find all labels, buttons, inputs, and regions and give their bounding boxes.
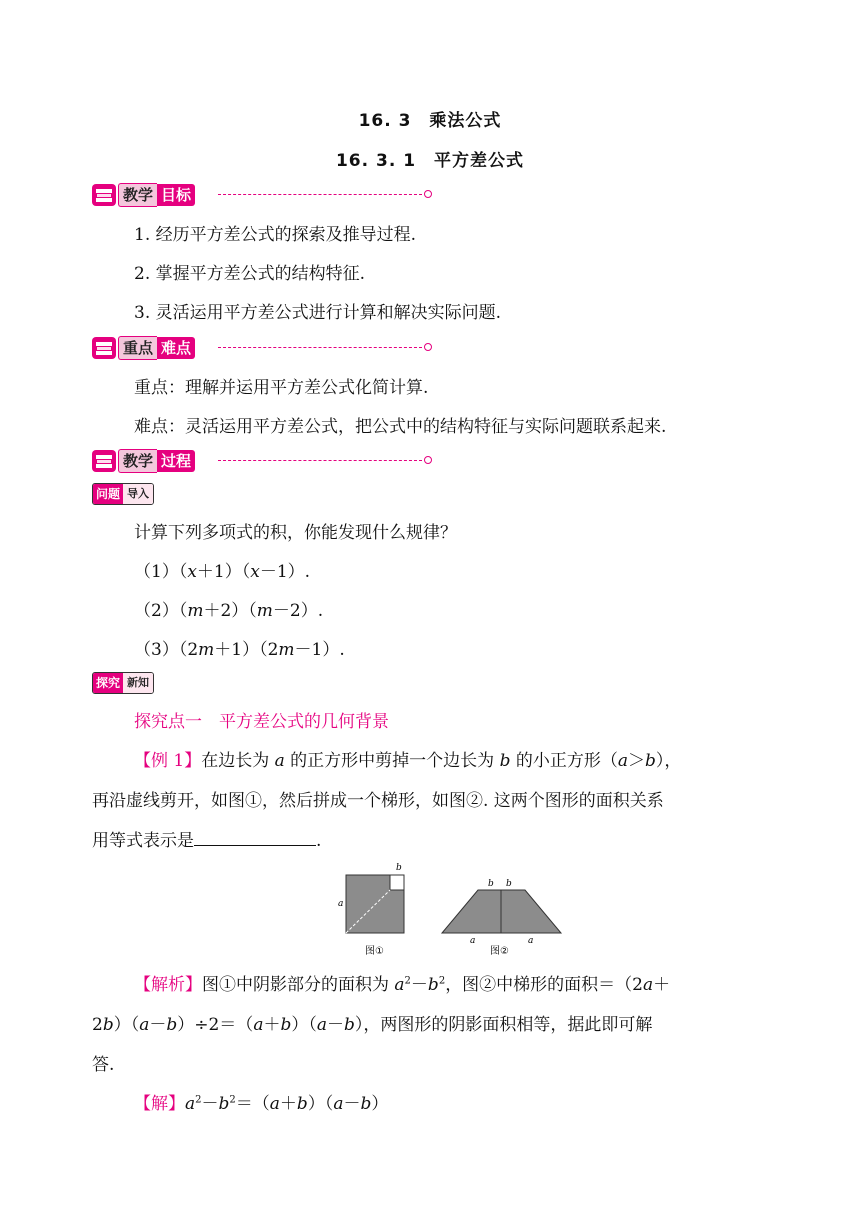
explore-tag xyxy=(92,672,154,694)
page-subtitle: 16. 3. 1 平方差公式 xyxy=(335,151,525,171)
figure xyxy=(330,858,570,962)
section-banner-process xyxy=(92,449,434,473)
section-label-a: 教学 xyxy=(118,449,157,473)
example-line-2: 再沿虚线剪开，如图①，然后拼成一个梯形，如图②. 这两个图形的面积关系 xyxy=(92,791,664,811)
goal-item: 2. 掌握平方差公式的结构特征. xyxy=(134,264,366,284)
section-label-a: 重点 xyxy=(118,336,157,360)
section-banner-goals xyxy=(92,183,434,207)
section-label-b: 目标 xyxy=(157,184,195,206)
fig2-label-b-left: b xyxy=(488,879,494,889)
explore-point: 探究点一 平方差公式的几何背景 xyxy=(134,712,389,732)
analysis-line-3: 答. xyxy=(92,1055,115,1075)
goal-item: 3. 灵活运用平方差公式进行计算和解决实际问题. xyxy=(134,303,502,323)
fig2-label-a-left: a xyxy=(470,936,476,946)
fig2-label-b-right: b xyxy=(506,879,512,889)
section-label-b: 过程 xyxy=(157,450,195,472)
intro-item-1: （1）（x＋1）（x－1）. xyxy=(134,562,311,582)
section-label-a: 教学 xyxy=(118,183,157,207)
books-icon xyxy=(92,450,116,472)
page-title: 16. 3 乘法公式 xyxy=(358,111,502,131)
keypoint-item: 难点：灵活运用平方差公式，把公式中的结构特征与实际问题联系起来. xyxy=(134,417,667,437)
analysis-line-1: 【解析】图①中阴影部分的面积为 $a^2-b^2$，图②中梯形的面积＝（2a＋ xyxy=(134,975,671,995)
intro-tag xyxy=(92,483,154,505)
fig1-label-b: b xyxy=(396,863,402,873)
fig1-caption: 图① xyxy=(365,946,384,957)
analysis-line-2: 2b）（a－b）÷2＝（a＋b）（a－b），两图形的阴影面积相等，据此即可解 xyxy=(92,1015,653,1035)
books-icon xyxy=(92,337,116,359)
intro-question: 计算下列多项式的积，你能发现什么规律？ xyxy=(134,523,457,543)
explore-tag-b: 新知 xyxy=(123,673,153,693)
intro-item-2: （2）（m＋2）（m－2）. xyxy=(134,601,324,621)
example-label: 【例 1】 xyxy=(134,751,202,771)
intro-tag-b: 导入 xyxy=(123,484,153,504)
books-icon xyxy=(92,184,116,206)
keypoint-item: 重点：理解并运用平方差公式化简计算. xyxy=(134,378,429,398)
fig1-label-a: a xyxy=(338,899,344,909)
explore-tag-a: 探究 xyxy=(93,673,123,693)
intro-item-3: （3）（2m＋1）（2m－1）. xyxy=(134,640,345,660)
solution-label: 【解】 xyxy=(134,1094,185,1114)
answer-blank xyxy=(194,831,316,846)
fig2-caption: 图② xyxy=(490,946,509,957)
goal-item: 1. 经历平方差公式的探索及推导过程. xyxy=(134,225,417,245)
fig1-small-square xyxy=(390,875,404,890)
solution-line: 【解】$a^2-b^2=(a+b)(a-b)$ xyxy=(134,1094,389,1114)
fig2-label-a-right: a xyxy=(528,936,534,946)
section-banner-keypoints xyxy=(92,336,434,360)
analysis-label: 【解析】 xyxy=(134,975,202,995)
example-line-3: 用等式表示是 . xyxy=(92,831,322,851)
intro-tag-a: 问题 xyxy=(93,484,123,504)
example-line-1: 【例 1】在边长为 a 的正方形中剪掉一个边长为 b 的小正方形（a＞b）， xyxy=(134,751,682,771)
section-label-b: 难点 xyxy=(157,337,195,359)
